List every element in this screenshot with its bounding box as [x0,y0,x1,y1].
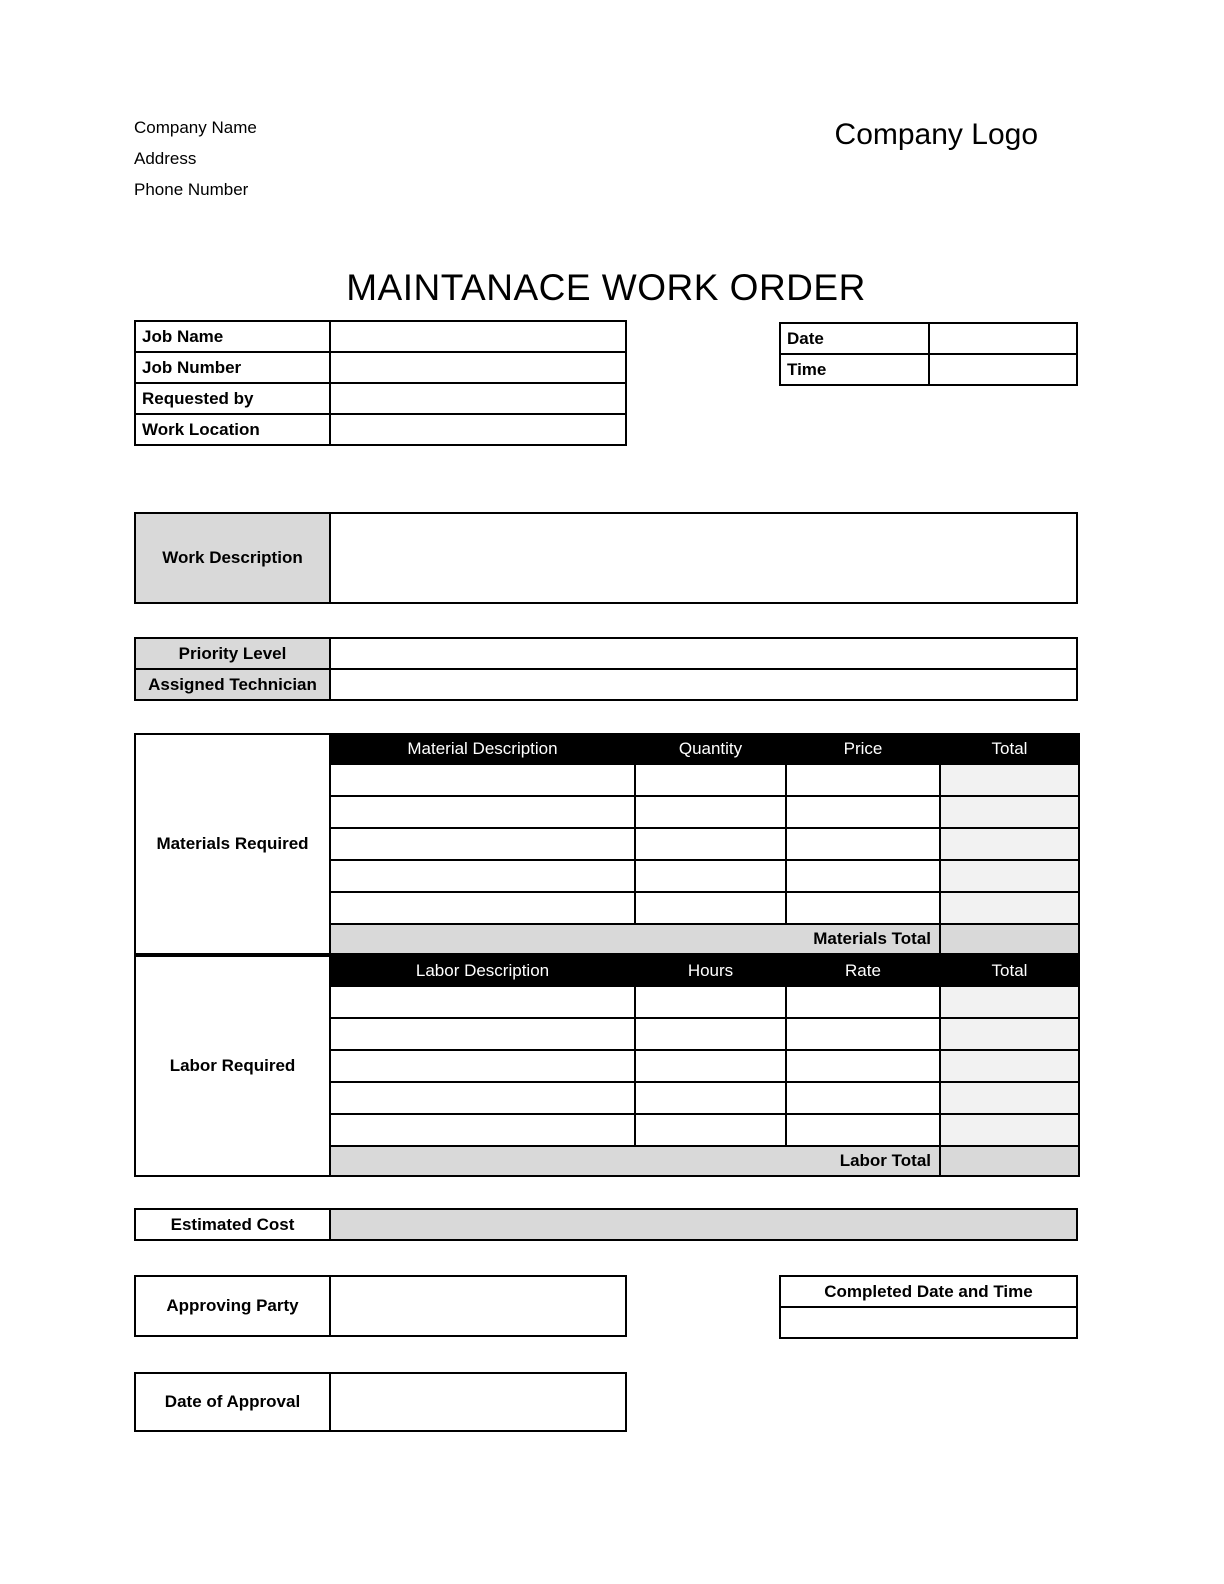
time-input[interactable] [929,354,1077,385]
labor-rate-input[interactable] [786,986,940,1018]
material-description-input[interactable] [330,860,635,892]
table-row [780,323,1077,354]
job-number-input[interactable] [330,352,626,383]
table-row [135,1373,626,1431]
date-of-approval-table [134,1372,627,1432]
material-quantity-input[interactable] [635,892,786,924]
work-location-label: Work Location [135,414,330,445]
company-logo: Company Logo [834,118,1038,151]
job-and-schedule-row [134,320,1078,446]
table-row [780,1307,1077,1338]
assigned-technician-input[interactable] [330,669,1077,700]
materials-col-description: Material Description [330,734,635,764]
assigned-technician-label: Assigned Technician [135,669,330,700]
labor-total-cell[interactable] [940,1050,1079,1082]
assignment-table [134,637,1078,701]
material-description-input[interactable] [330,764,635,796]
labor-hours-input[interactable] [635,1050,786,1082]
labor-total-cell[interactable] [940,1018,1079,1050]
material-price-input[interactable] [786,796,940,828]
material-quantity-input[interactable] [635,764,786,796]
date-input[interactable] [929,323,1077,354]
time-label: Time [780,354,929,385]
labor-rate-input[interactable] [786,1114,940,1146]
materials-total-label: Materials Total [330,924,940,954]
job-name-input[interactable] [330,321,626,352]
labor-col-description: Labor Description [330,956,635,986]
company-phone: Phone Number [134,180,249,199]
materials-header-row [135,734,1079,764]
completed-date-time-label: Completed Date and Time [780,1276,1077,1307]
labor-hours-input[interactable] [635,986,786,1018]
work-description-table [134,512,1078,604]
company-address: Address [134,149,197,168]
completed-date-time-table [779,1275,1078,1339]
material-description-input[interactable] [330,796,635,828]
labor-hours-input[interactable] [635,1018,786,1050]
labor-hours-input[interactable] [635,1082,786,1114]
form-title: MAINTANACE WORK ORDER [346,267,866,308]
work-description-label: Work Description [135,513,330,603]
materials-col-price: Price [786,734,940,764]
estimated-cost-input[interactable] [330,1209,1077,1240]
material-total-cell[interactable] [940,860,1079,892]
labor-total-cell[interactable] [940,1114,1079,1146]
material-price-input[interactable] [786,860,940,892]
requested-by-label: Requested by [135,383,330,414]
table-row [135,1276,626,1336]
table-row [135,1209,1077,1240]
table-row [135,513,1077,603]
labor-col-hours: Hours [635,956,786,986]
labor-col-total: Total [940,956,1079,986]
approving-party-label: Approving Party [135,1276,330,1336]
labor-col-rate: Rate [786,956,940,986]
material-total-cell[interactable] [940,828,1079,860]
labor-table [134,955,1080,1177]
labor-rate-input[interactable] [786,1082,940,1114]
labor-rate-input[interactable] [786,1050,940,1082]
table-row [780,1276,1077,1307]
job-number-label: Job Number [135,352,330,383]
table-row [135,321,626,352]
material-total-cell[interactable] [940,764,1079,796]
material-quantity-input[interactable] [635,828,786,860]
materials-section-label: Materials Required [135,734,330,954]
company-name: Company Name [134,118,257,137]
labor-total-cell[interactable] [940,986,1079,1018]
materials-total-value[interactable] [940,924,1079,954]
table-row [135,383,626,414]
materials-col-quantity: Quantity [635,734,786,764]
job-name-label: Job Name [135,321,330,352]
approval-row [134,1275,1078,1339]
material-description-input[interactable] [330,892,635,924]
requested-by-input[interactable] [330,383,626,414]
material-quantity-input[interactable] [635,860,786,892]
labor-description-input[interactable] [330,1018,635,1050]
materials-table [134,733,1080,955]
job-info-table [134,320,627,446]
estimated-cost-label: Estimated Cost [135,1209,330,1240]
labor-description-input[interactable] [330,1114,635,1146]
date-label: Date [780,323,929,354]
material-quantity-input[interactable] [635,796,786,828]
labor-rate-input[interactable] [786,1018,940,1050]
table-row [135,352,626,383]
materials-col-total: Total [940,734,1079,764]
labor-description-input[interactable] [330,1082,635,1114]
material-price-input[interactable] [786,892,940,924]
labor-section-label: Labor Required [135,956,330,1176]
labor-description-input[interactable] [330,986,635,1018]
letterhead [134,112,1078,205]
work-description-input[interactable] [330,513,1077,603]
approving-party-table [134,1275,627,1337]
material-description-input[interactable] [330,828,635,860]
schedule-table [779,322,1078,386]
date-of-approval-label: Date of Approval [135,1373,330,1431]
material-price-input[interactable] [786,764,940,796]
labor-total-value[interactable] [940,1146,1079,1176]
labor-hours-input[interactable] [635,1114,786,1146]
material-total-cell[interactable] [940,796,1079,828]
table-row [135,414,626,445]
completed-date-time-input[interactable] [780,1307,1077,1338]
table-row [135,669,1077,700]
labor-header-row [135,956,1079,986]
approving-party-input[interactable] [330,1276,626,1336]
material-total-cell[interactable] [940,892,1079,924]
labor-description-input[interactable] [330,1050,635,1082]
table-row [780,354,1077,385]
labor-total-cell[interactable] [940,1082,1079,1114]
date-of-approval-input[interactable] [330,1373,626,1431]
table-row [135,638,1077,669]
priority-level-label: Priority Level [135,638,330,669]
work-location-input[interactable] [330,414,626,445]
labor-total-label: Labor Total [330,1146,940,1176]
priority-level-input[interactable] [330,638,1077,669]
material-price-input[interactable] [786,828,940,860]
estimated-cost-table [134,1208,1078,1241]
